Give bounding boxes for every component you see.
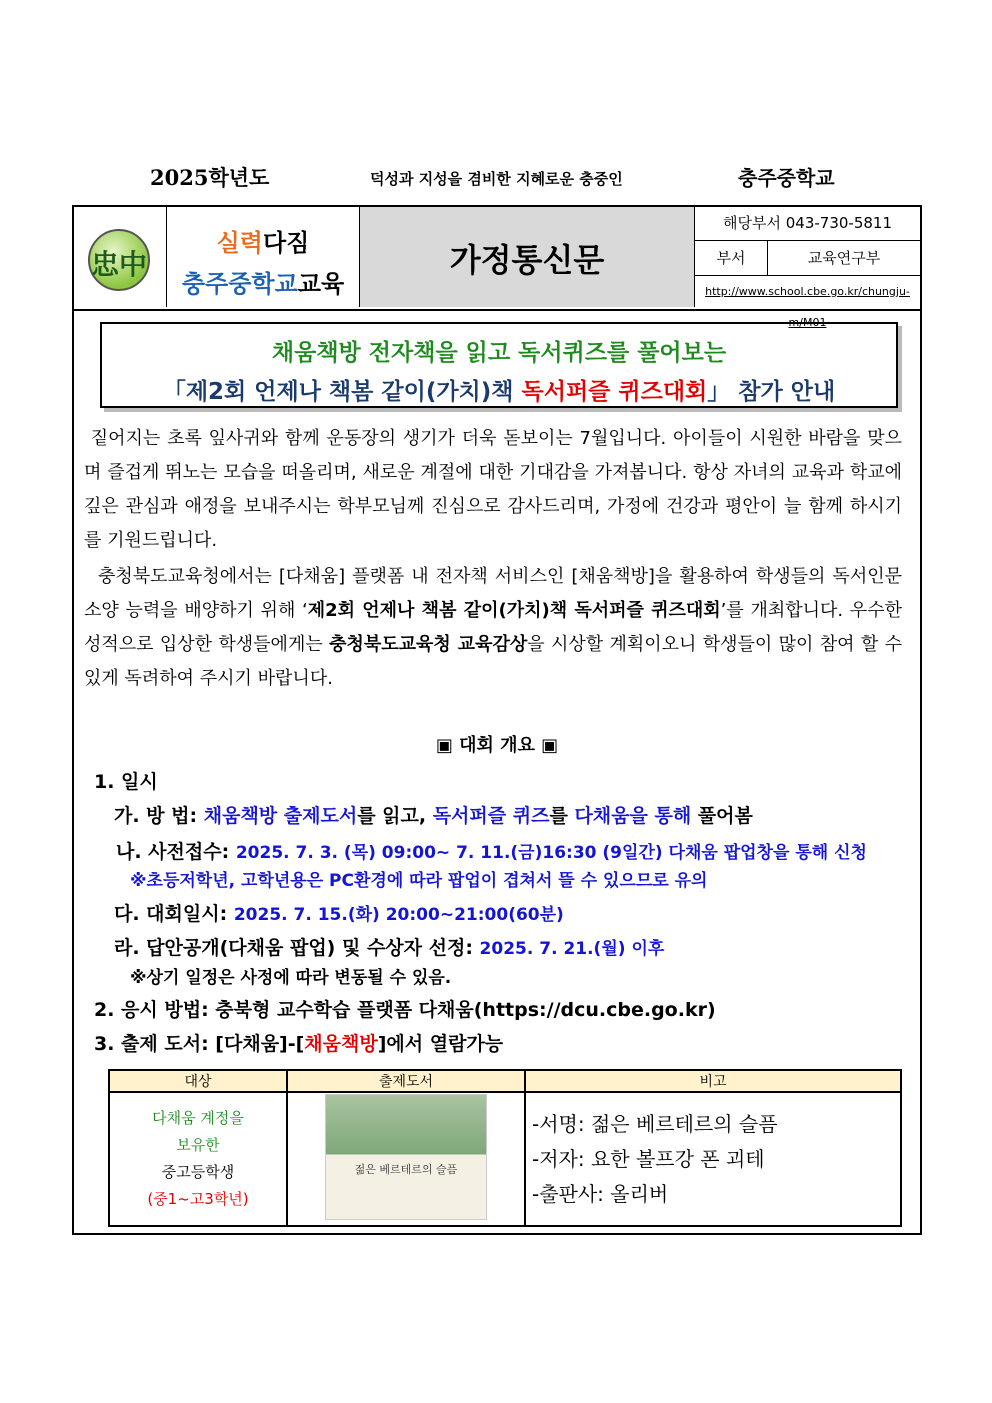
info-cell	[695, 207, 920, 329]
announcement-paragraph: 충청북도교육청에서는 [다채움] 플랫폼 내 전자책 서비스인 [채움책방]을 활용하여 학생들의 독서인문소양 능력을 배양하기 위해 ‘제2회 언제나 책봄 같이(가치)책 독서퍼즐 퀴즈대회’를 개최합니다. 우수한 성적으로 입상한 학생들에게는 충청북도교육청 교육감상을 시상할 계획이오니 학생들이 많이 참여 할 수 있게 독려하여 주시기 바랍니다.	[84, 566, 902, 689]
top-bar	[0, 162, 992, 192]
item-registration: 나. 사전접수: 2025. 7. 3. (목) 09:00~ 7. 11.(금)16:30 (9일간) 다채움 팝업창을 통해 신청	[116, 841, 867, 863]
book-table	[108, 1069, 902, 1227]
notice-titlebox	[100, 322, 898, 408]
slogan-line1: 실력다짐	[216, 229, 310, 257]
book-author: -저자: 요한 볼프강 폰 괴테	[532, 1146, 765, 1171]
header	[74, 207, 920, 329]
item-method: 가. 방 법: 채움책방 출제도서를 읽고, 독서퍼즐 퀴즈를 다채움을 통해 풀어봄	[114, 805, 753, 827]
schedule-change-note: ※상기 일정은 사정에 따라 변동될 수 있음.	[130, 968, 452, 988]
dept-value: 교육연구부	[807, 249, 881, 267]
section-book: 3. 출제 도서: [다채움]-[채움책방]에서 열람가능	[94, 1033, 504, 1055]
dept-label: 부서	[695, 241, 768, 275]
remarks-cell	[525, 1092, 901, 1226]
page-title: 가정통신문	[449, 241, 605, 279]
item-answer-release: 라. 답안공개(다채움 팝업) 및 수상자 선정: 2025. 7. 21.(월) 이후	[114, 937, 665, 959]
section-method: 2. 응시 방법: 충북형 교수학습 플랫폼 다채움(https://dcu.cbe.go.kr)	[94, 999, 716, 1021]
slogan-cell	[167, 207, 360, 307]
book-cover-title: 젊은 베르테르의 슬픔	[354, 1163, 458, 1176]
school-logo: 忠中	[88, 229, 150, 291]
notice-title-line1: 채움책방 전자책을 읽고 독서퀴즈를 풀어보는	[271, 340, 727, 366]
registration-note: ※초등저학년, 고학년용은 PC환경에 따라 팝업이 겹쳐서 뜰 수 있으므로 유의	[130, 871, 708, 891]
school-year: 2025학년도	[150, 165, 270, 190]
title-cell	[360, 207, 695, 307]
col-remarks: 비고	[525, 1070, 901, 1092]
table-row	[109, 1092, 901, 1226]
col-target: 대상	[109, 1070, 287, 1092]
newsletter-frame	[72, 205, 922, 1235]
section-schedule: 1. 일시	[94, 771, 158, 793]
dept-phone: 해당부서 043-730-5811	[695, 207, 920, 241]
book-publisher: -출판사: 올리버	[532, 1181, 669, 1206]
school-motto: 덕성과 지성을 겸비한 지혜로운 충중인	[370, 170, 623, 188]
notice-title-line2: 「제2회 언제나 책봄 같이(가치)책 독서퍼즐 퀴즈대회」 참가 안내	[162, 379, 836, 405]
book-cover-image	[325, 1094, 487, 1220]
book-cover-cell	[287, 1092, 525, 1226]
table-header-row	[109, 1070, 901, 1092]
logo-cell	[74, 207, 167, 307]
dept-row	[695, 241, 920, 276]
book-title: -서명: 젊은 베르테르의 슬픔	[532, 1111, 778, 1136]
col-book: 출제도서	[287, 1070, 525, 1092]
overview-heading: ▣ 대회 개요 ▣	[435, 735, 559, 756]
school-url-link[interactable]: http://www.school.cbe.go.kr/chungju-m/M01	[705, 285, 910, 329]
intro-paragraph: 짙어지는 초록 잎사귀와 함께 운동장의 생기가 더욱 돋보이는 7월입니다. 아이들이 시원한 바람을 맞으며 즐겁게 뛰노는 모습을 떠올리며, 새로운 계절에 대한 기대감을 가져봅니다. 항상 자녀의 교육과 학교에 깊은 관심과 애정을 보내주시는 학부모님께 진심으로 감사드리며, 가정에 건강과 평안이 늘 함께 하시기를 기원드립니다.	[84, 428, 902, 551]
item-contest-date: 다. 대회일시: 2025. 7. 15.(화) 20:00~21:00(60분)	[114, 903, 564, 925]
target-cell: 다채움 계정을 보유한 중고등학생 (중1~고3학년)	[109, 1092, 287, 1226]
school-name: 충주중학교	[738, 166, 835, 190]
slogan-line2: 충주중학교교육	[181, 270, 345, 298]
